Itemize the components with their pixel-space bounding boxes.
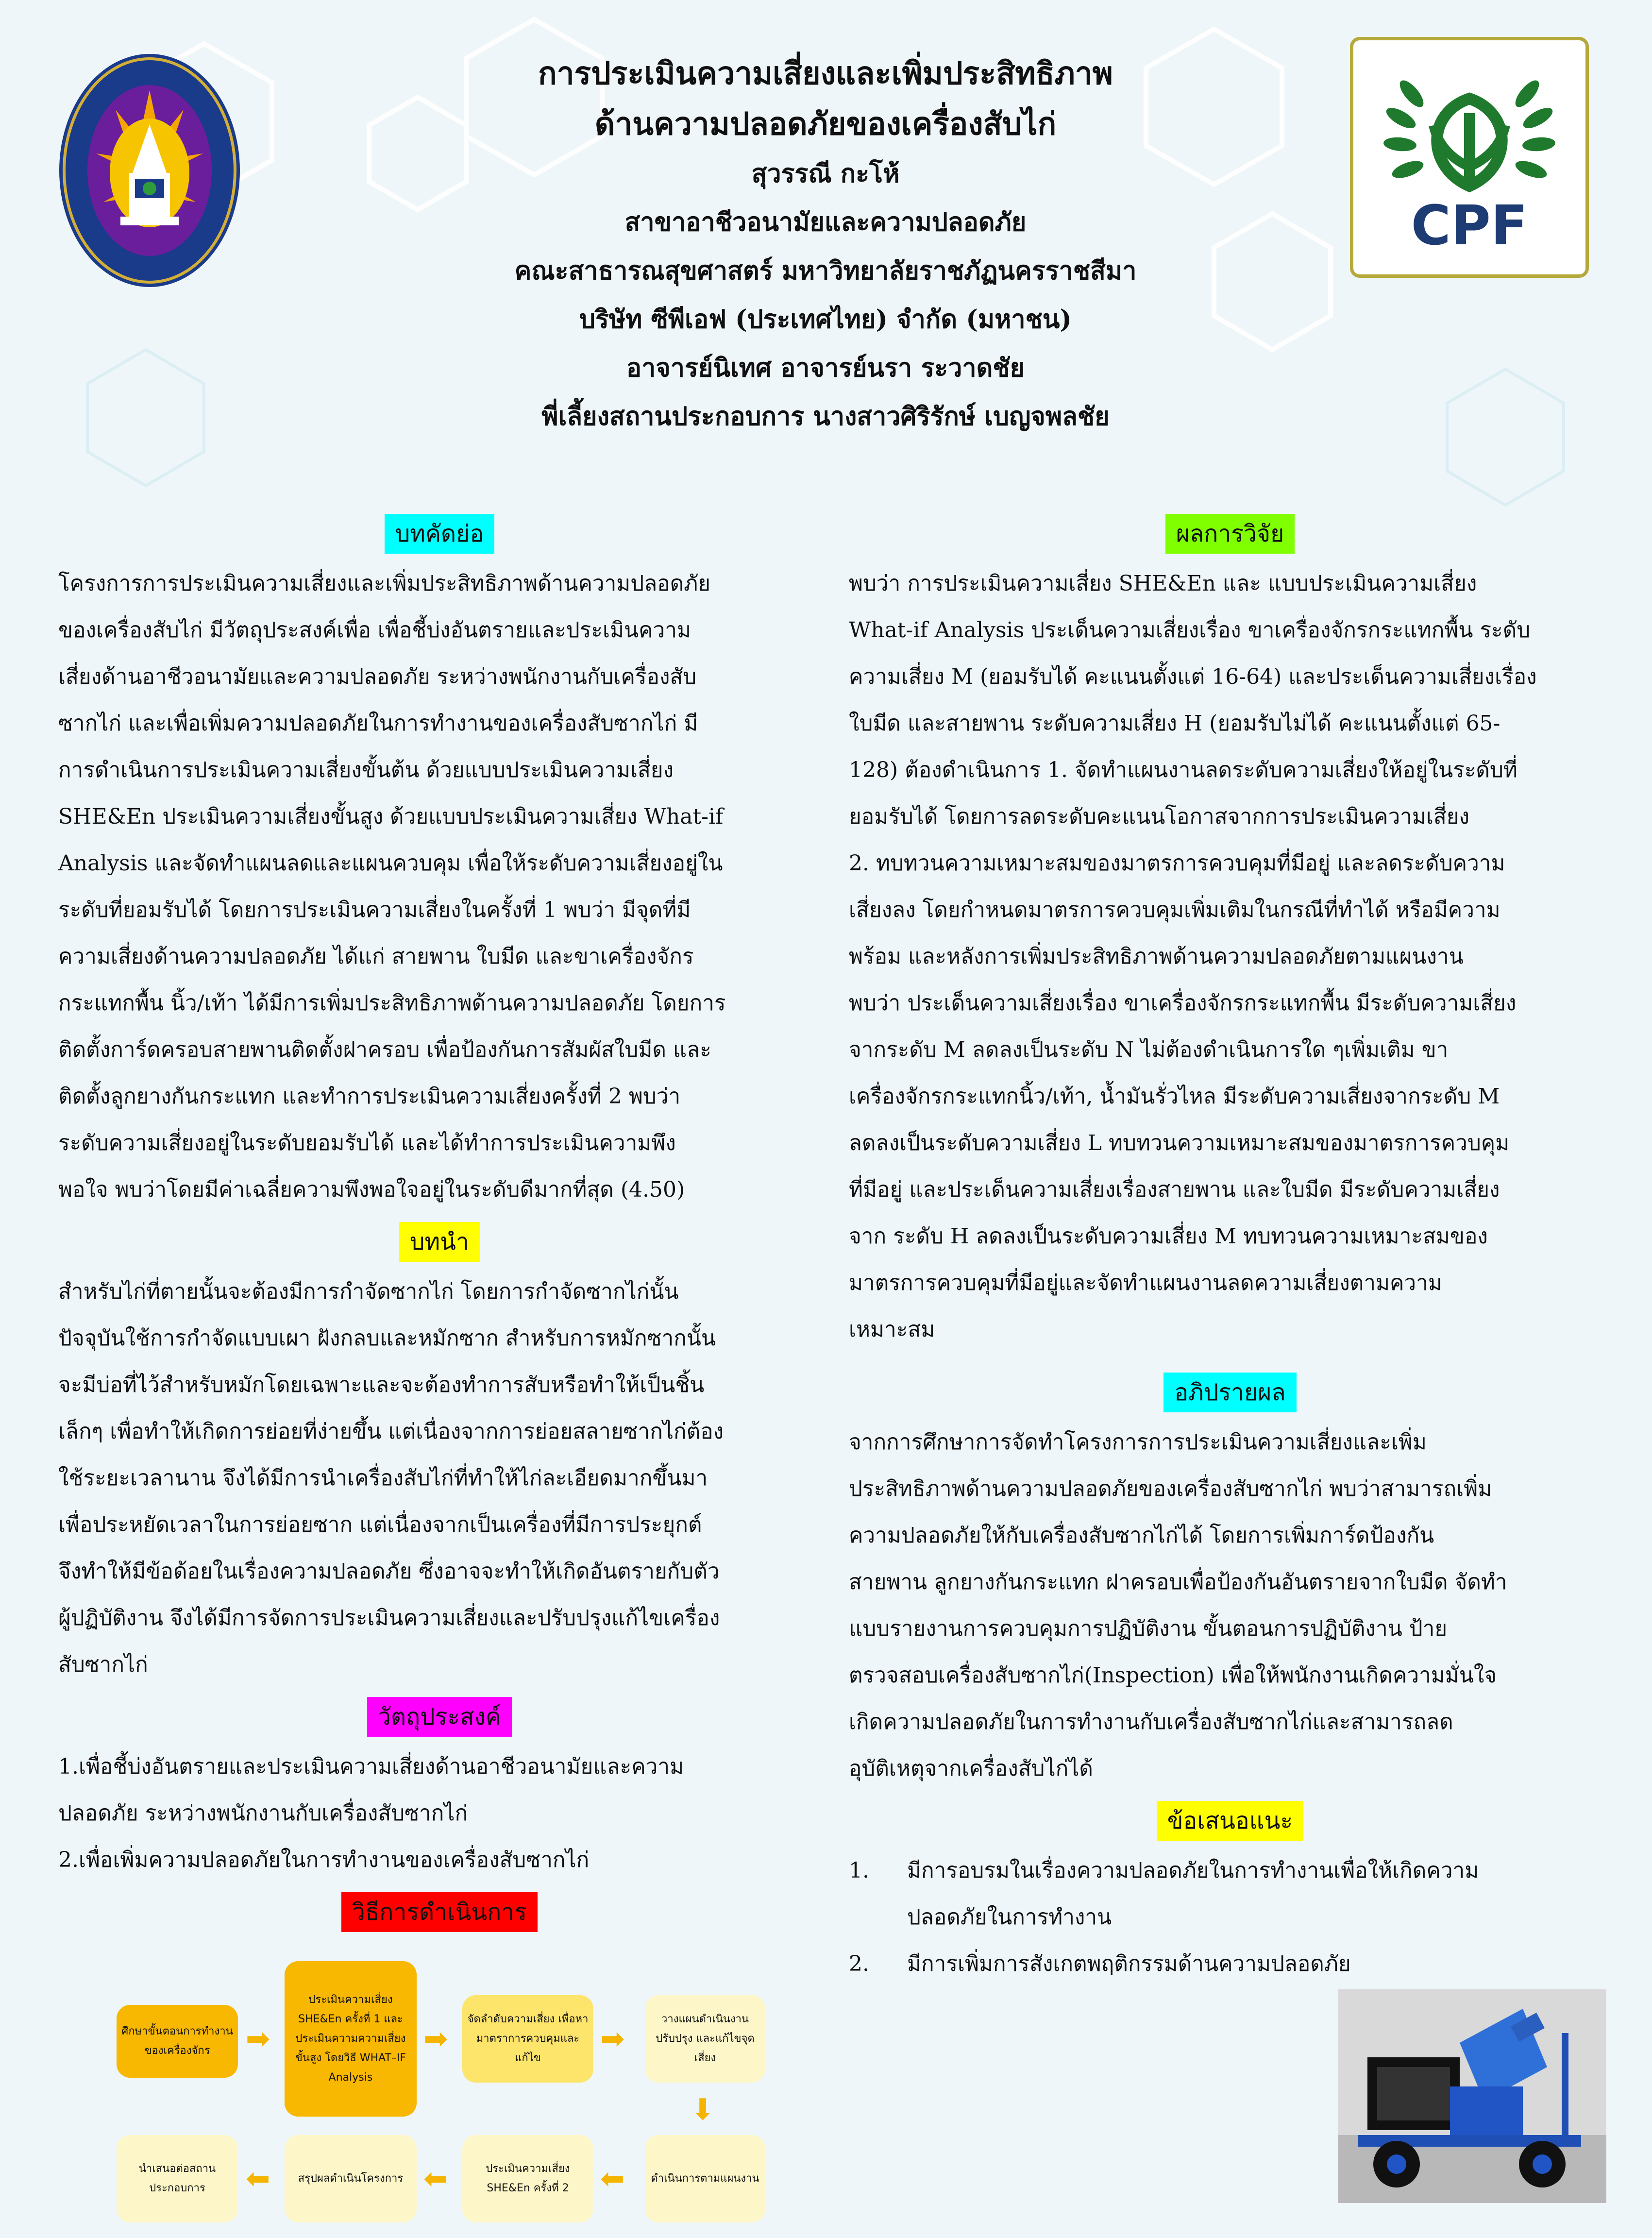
results-heading: ผลการวิจัย — [1165, 514, 1295, 554]
text-line: จึงทำให้มีข้อด้อยในเรื่องความปลอดภัย ซึ่งอาจจะทำให้เกิดอันตรายกับตัว — [58, 1559, 720, 1584]
cpf-logo-text: CPF — [1411, 194, 1528, 257]
arrow-left-icon: ⬅ — [600, 2162, 625, 2196]
text-line: เกิดความปลอดภัยในการทำงานกับเครื่องสับซากไก่และสามารถลด — [849, 1710, 1453, 1734]
discussion-heading: อภิปรายผล — [1163, 1373, 1296, 1412]
methods-heading-wrap — [58, 1892, 821, 1932]
objectives-heading-wrap — [58, 1697, 821, 1737]
flow-step-8: นำเสนอต่อสถานประกอบการ — [117, 2135, 238, 2222]
flow-step-4: วางแผนดำเนินงาน ปรับปรุง และแก้ไขจุดเสี่ยง — [645, 1995, 765, 2083]
poster-header — [291, 49, 1360, 441]
text-line: เล็กๆ เพื่อทำให้เกิดการย่อยที่ง่ายขึ้น แต่เนื่องจากการย่อยสลายซากไก่ต้อง — [58, 1419, 724, 1444]
text-line: ปัจจุบันใช้การกำจัดแบบเผา ฝังกลบและหมักซาก สำหรับการหมักซากนั้น — [58, 1326, 716, 1351]
text-line: ลดลงเป็นระดับความเสี่ยง L ทบทวนความเหมาะสมของมาตรการควบคุม — [849, 1131, 1510, 1155]
text-line: จาก ระดับ H ลดลงเป็นระดับความเสี่ยง M ทบทวนความเหมาะสมของ — [849, 1224, 1488, 1249]
text-line: จะมีบ่อที่ไว้สำหรับหมักโดยเฉพาะและจะต้องทำการสับหรือทำให้เป็นชิ้น — [58, 1373, 705, 1397]
text-line: ปลอดภัย ระหว่างพนักงานกับเครื่องสับซากไก่ — [58, 1801, 468, 1826]
company-name: บริษัท ซีพีเอฟ (ประเทศไทย) จำกัด (มหาชน) — [579, 305, 1072, 334]
faculty-name: คณะสาธารณสุขศาสตร์ มหาวิทยาลัยราชภัฏนครราชสีมา — [514, 256, 1137, 286]
text-line: อุบัติเหตุจากเครื่องสับไก่ได้ — [849, 1756, 1093, 1781]
text-line: จากการศึกษาการจัดทำโครงการการประเมินความเสี่ยงและเพิ่ม — [849, 1430, 1427, 1455]
text-line: ความเสี่ยงด้านความปลอดภัย ได้แก่ สายพาน ใบมีด และขาเครื่องจักร — [58, 944, 694, 969]
text-line: ยอมรับได้ โดยการลดระดับคะแนนโอกาสจากการประเมินความเสี่ยง — [849, 804, 1470, 829]
results-body — [849, 560, 1611, 1353]
text-line: เพื่อประหยัดเวลาในการย่อยซาก แต่เนื่องจากเป็นเครื่องที่มีการประยุกต์ — [58, 1512, 702, 1537]
text-line: 2.เพื่อเพิ่มความปลอดภัยในการทำงานของเครื่องสับซากไก่ — [58, 1848, 590, 1872]
flow-step-5: ดำเนินการตามแผนงาน — [645, 2135, 765, 2222]
flow-step-7: สรุปผลดำเนินโครงการ — [285, 2135, 417, 2222]
recommend-item-text: ปลอดภัยในการทำงาน — [907, 1905, 1112, 1930]
recommend-item — [849, 1848, 1611, 1894]
flow-step-3: จัดลำดับความเสี่ยง เพื่อหามาตราการควบคุมและแก้ไข — [462, 1995, 593, 2083]
program-name: สาขาอาชีวอนามัยและความปลอดภัย — [624, 207, 1027, 237]
text-line: What-if Analysis ประเด็นความเสี่ยงเรื่อง ขาเครื่องจักรกระแทกพื้น ระดับ — [849, 618, 1531, 643]
text-line: ใบมีด และสายพาน ระดับความเสี่ยง H (ยอมรับไม่ได้ คะแนนตั้งแต่ 65- — [849, 711, 1500, 736]
recommend-item-number — [849, 1894, 907, 1941]
intro-heading-wrap — [58, 1222, 821, 1262]
text-line: กระแทกพื้น นิ้ว/เท้า ได้มีการเพิ่มประสิทธิภาพด้านความปลอดภัย โดยการ — [58, 991, 726, 1016]
cpf-emblem-icon — [1353, 40, 1585, 274]
text-line: แบบรายงานการควบคุมการปฏิบัติงาน ขั้นตอนการปฏิบัติงาน ป้าย — [849, 1616, 1448, 1641]
methods-heading: วิธีการดำเนินการ — [341, 1892, 538, 1932]
chopper-machine-photo — [1338, 1989, 1606, 2203]
text-line: เสี่ยงลง โดยกำหนดมาตรการควบคุมเพิ่มเติมในกรณีที่ทำได้ หรือมีความ — [849, 898, 1500, 922]
advisors: อาจารย์นิเทศ อาจารย์นรา ระวาดชัย — [626, 353, 1025, 383]
text-line: ผู้ปฏิบัติงาน จึงได้มีการจัดการประเมินความเสี่ยงและปรับปรุงแก้ไขเครื่อง — [58, 1606, 720, 1630]
text-line: พบว่า การประเมินความเสี่ยง SHE&En และ แบบประเมินความเสี่ยง — [849, 571, 1477, 596]
text-line: พบว่า ประเด็นความเสี่ยงเรื่อง ขาเครื่องจักรกระแทกพื้น มีระดับความเสี่ยง — [849, 991, 1517, 1016]
mentor: พี่เลี้ยงสถานประกอบการ นางสาวศิริรักษ์ เบญจพลชัย — [541, 402, 1110, 431]
text-line: 128) ต้องดำเนินการ 1. จัดทำแผนงานลดระดับความเสี่ยงให้อยู่ในระดับที่ — [849, 758, 1517, 782]
abstract-body — [58, 560, 821, 1213]
text-line: ความปลอดภัยให้กับเครื่องสับซากไก่ได้ โดยการเพิ่มการ์ดป้องกัน — [849, 1523, 1434, 1548]
recommend-item-text: มีการเพิ่มการสังเกตพฤติกรรมด้านความปลอดภัย — [907, 1951, 1351, 1976]
text-line: สำหรับไก่ที่ตายนั้นจะต้องมีการกำจัดซากไก่ โดยการกำจัดซากไก่นั้น — [58, 1279, 679, 1304]
methods-flowchart — [58, 1951, 821, 2238]
discussion-body — [849, 1419, 1611, 1792]
recommend-item-text: มีการอบรมในเรื่องความปลอดภัยในการทำงานเพื่อให้เกิดความ — [907, 1858, 1479, 1883]
recommend-item — [849, 1941, 1611, 1987]
recommend-item — [849, 1894, 1611, 1941]
text-line: พร้อม และหลังการเพิ่มประสิทธิภาพด้านความปลอดภัยตามแผนงาน — [849, 944, 1464, 969]
recommend-heading-wrap — [849, 1801, 1611, 1841]
arrow-right-icon: ➡ — [246, 2022, 270, 2056]
text-line: มาตรการควบคุมที่มีอยู่และจัดทำแผนงานลดความเสี่ยงตามความ — [849, 1271, 1442, 1295]
arrow-down-icon: ⬇ — [691, 2093, 715, 2127]
results-heading-wrap — [849, 514, 1611, 554]
text-line: Analysis และจัดทำแผนลดและแผนควบคุม เพื่อให้ระดับความเสี่ยงอยู่ใน — [58, 851, 723, 876]
text-line: ติดตั้งการ์ดครอบสายพานติดตั้งฝาครอบ เพื่อป้องกันการสัมผัสใบมีด และ — [58, 1037, 711, 1062]
abstract-heading: บทคัดย่อ — [385, 514, 494, 554]
arrow-right-icon: ➡ — [600, 2022, 625, 2056]
university-logo — [57, 51, 242, 289]
cpf-logo — [1350, 37, 1589, 278]
recommend-item-number: 2. — [849, 1951, 869, 1976]
text-line: ที่มีอยู่ และประเด็นความเสี่ยงเรื่องสายพาน และใบมีด มีระดับความเสี่ยง — [849, 1177, 1500, 1202]
intro-body — [58, 1269, 821, 1688]
text-line: จากระดับ M ลดลงเป็นระดับ N ไม่ต้องดำเนินการใด ๆเพิ่มเติม ขา — [849, 1037, 1449, 1062]
text-line: SHE&En ประเมินความเสี่ยงขั้นสูง ด้วยแบบประเมินความเสี่ยง What-if — [58, 804, 724, 829]
text-line: โครงการการประเมินความเสี่ยงและเพิ่มประสิทธิภาพด้านความปลอดภัย — [58, 571, 710, 596]
arrow-right-icon: ➡ — [423, 2022, 448, 2056]
text-line: ใช้ระยะเวลานาน จึงได้มีการนำเครื่องสับไก่ที่ทำให้ไก่ละเอียดมากขึ้นมา — [58, 1466, 708, 1491]
text-line: สับซากไก่ — [58, 1652, 148, 1677]
text-line: 1.เพื่อชี้บ่งอันตรายและประเมินความเสี่ยงด้านอาชีวอนามัยและความ — [58, 1754, 684, 1779]
text-line: เหมาะสม — [849, 1317, 935, 1342]
objectives-heading: วัตถุประสงค์ — [367, 1697, 512, 1737]
text-line: ระดับความเสี่ยงอยู่ในระดับยอมรับได้ และได้ทำการประเมินความพึง — [58, 1131, 676, 1155]
flow-step-2: ประเมินความเสี่ยง SHE&En ครั้งที่ 1 และ ประเมินความความเสี่ยงขั้นสูง โดยวิธี WHAT–IF Analysis — [285, 1961, 417, 2117]
text-line: ความเสี่ยง M (ยอมรับได้ คะแนนตั้งแต่ 16-64) และประเด็นความเสี่ยงเรื่อง — [849, 664, 1537, 689]
text-line: ระดับที่ยอมรับได้ โดยการประเมินความเสี่ยงในครั้งที่ 1 พบว่า มีจุดที่มี — [58, 898, 691, 922]
title-line-1: การประเมินความเสี่ยงและเพิ่มประสิทธิภาพ — [538, 55, 1113, 92]
arrow-left-icon: ⬅ — [423, 2162, 448, 2196]
text-line: สายพาน ลูกยางกันกระแทก ฝาครอบเพื่อป้องกันอันตรายจากใบมีด จัดทำ — [849, 1570, 1507, 1594]
discussion-heading-wrap — [849, 1373, 1611, 1412]
text-line: เครื่องจักรกระแทกนิ้ว/เท้า, น้ำมันรั่วไหล มีระดับความเสี่ยงจากระดับ M — [849, 1084, 1500, 1109]
text-line: เสี่ยงด้านอาชีวอนามัยและความปลอดภัย ระหว่างพนักงานกับเครื่องสับ — [58, 664, 697, 689]
text-line: การดำเนินการประเมินความเสี่ยงขั้นต้น ด้วยแบบประเมินความเสี่ยง — [58, 758, 674, 782]
objectives-body — [58, 1744, 821, 1883]
intro-heading: บทนำ — [399, 1222, 480, 1262]
author-name: สุวรรณี กะโห้ — [751, 159, 900, 188]
text-line: ประสิทธิภาพด้านความปลอดภัยของเครื่องสับซากไก่ พบว่าสามารถเพิ่ม — [849, 1476, 1492, 1501]
left-column — [58, 505, 821, 2238]
text-line: พอใจ พบว่าโดยมีค่าเฉลี่ยความพึงพอใจอยู่ในระดับดีมากที่สุด (4.50) — [58, 1177, 685, 1202]
flow-step-1: ศึกษาขั้นตอนการทำงานของเครื่องจักร — [117, 2005, 238, 2078]
text-line: ซากไก่ และเพื่อเพิ่มความปลอดภัยในการทำงานของเครื่องสับซากไก่ มี — [58, 711, 698, 736]
recommend-item-number: 1. — [849, 1858, 869, 1883]
recommend-heading: ข้อเสนอแนะ — [1157, 1801, 1304, 1841]
text-line: ของเครื่องสับไก่ มีวัตถุประสงค์เพื่อ เพื่อชี้บ่งอันตรายและประเมินความ — [58, 618, 691, 643]
text-line: 2. ทบทวนความเหมาะสมของมาตรการควบคุมที่มีอยู่ และลดระดับความ — [849, 851, 1505, 876]
arrow-left-icon: ⬅ — [246, 2162, 270, 2196]
text-line: ติดตั้งลูกยางกันกระแทก และทำการประเมินความเสี่ยงครั้งที่ 2 พบว่า — [58, 1084, 681, 1109]
title-line-2: ด้านความปลอดภัยของเครื่องสับไก่ — [594, 106, 1057, 142]
recommend-body — [849, 1848, 1611, 1987]
abstract-heading-wrap — [58, 514, 821, 554]
flow-step-6: ประเมินความเสี่ยง SHE&En ครั้งที่ 2 — [462, 2135, 593, 2222]
text-line: ตรวจสอบเครื่องสับซากไก่(Inspection) เพื่อให้พนักงานเกิดความมั่นใจ — [849, 1663, 1497, 1688]
right-column — [849, 505, 1611, 1987]
